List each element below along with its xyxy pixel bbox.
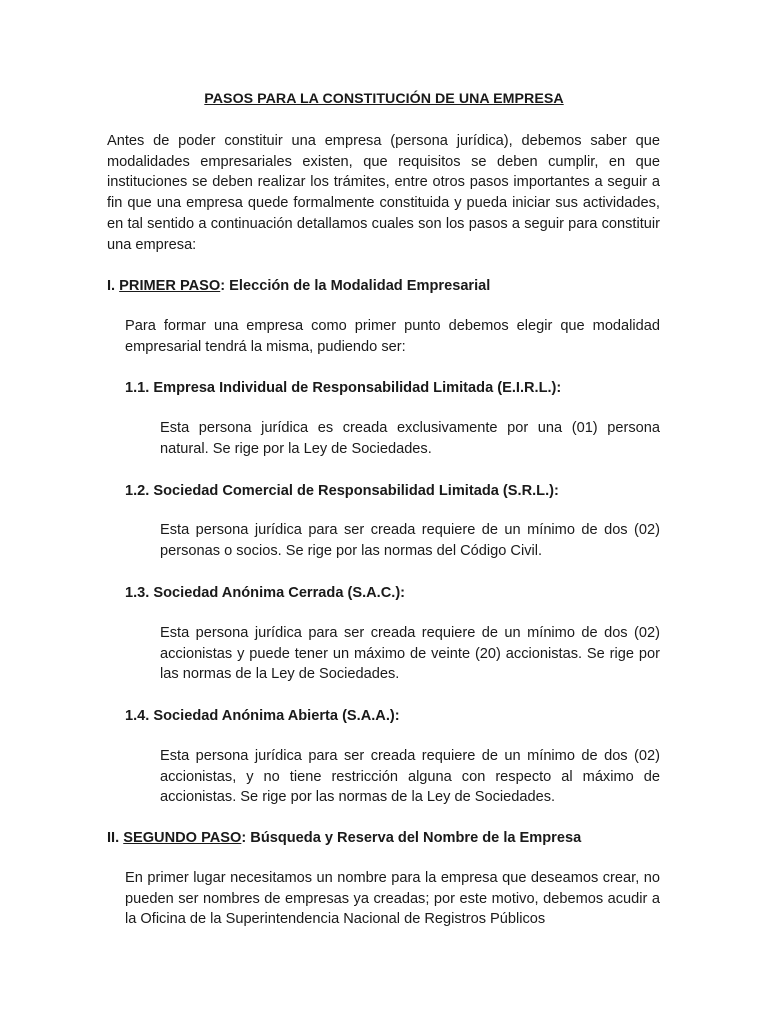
step1-title: : Elección de la Modalidad Empresarial: [220, 278, 491, 294]
document-title: PASOS PARA LA CONSTITUCIÓN DE UNA EMPRESA: [204, 91, 564, 107]
step2-number: II.: [107, 830, 120, 846]
intro-paragraph: Antes de poder constituir una empresa (persona jurídica), debemos saber que modalidades empresariales existen, que requisitos se deben cumplir, en que instituciones se deben realizar los trámites, entre otros pasos importantes a seguir a fin que una empresa quede formalmente constituida y pueda iniciar sus actividades, en tal sentido a continuación detallamos cuales son los pasos a seguir para constituir una empresa:: [107, 133, 660, 253]
section-1-3-paragraph: Esta persona jurídica para ser creada requiere de un mínimo de dos (02) accionistas y puede tener un máximo de veinte (20) accionistas. Se rige por las normas de la Ley de Sociedades.: [160, 625, 660, 683]
section-1-4-heading: 1.4. Sociedad Anónima Abierta (S.A.A.):: [125, 708, 400, 724]
section-1-4-paragraph: Esta persona jurídica para ser creada requiere de un mínimo de dos (02) accionistas, y no tiene restricción alguna con respecto al máximo de accionistas. Se rige por las normas de la Ley de Sociedades.: [160, 748, 660, 806]
step2-label: SEGUNDO PASO: [123, 830, 242, 846]
section-1-1-paragraph: Esta persona jurídica es creada exclusivamente por una (01) persona natural. Se rige por la Ley de Sociedades.: [160, 420, 660, 457]
step2-title: : Búsqueda y Reserva del Nombre de la Empresa: [241, 830, 582, 846]
section-1-2-paragraph: Esta persona jurídica para ser creada requiere de un mínimo de dos (02) personas o socios. Se rige por las normas del Código Civil.: [160, 522, 660, 559]
section-1-1-heading: 1.1. Empresa Individual de Responsabilidad Limitada (E.I.R.L.):: [125, 380, 562, 396]
section-1-3-heading: 1.3. Sociedad Anónima Cerrada (S.A.C.):: [125, 585, 406, 601]
step1-label: PRIMER PASO: [119, 278, 221, 294]
step2-heading: [107, 828, 581, 848]
step1-heading: [107, 276, 490, 296]
step1-paragraph: Para formar una empresa como primer punto debemos elegir que modalidad empresarial tendrá la misma, pudiendo ser:: [125, 318, 660, 355]
step1-number: I.: [107, 278, 116, 294]
section-1-2-heading: 1.2. Sociedad Comercial de Responsabilidad Limitada (S.R.L.):: [125, 483, 559, 499]
step2-paragraph: En primer lugar necesitamos un nombre para la empresa que deseamos crear, no pueden ser nombres de empresas ya creadas; por este motivo, debemos acudir a la Oficina de la Superintendencia Nacional de Registros Públicos: [125, 870, 660, 928]
